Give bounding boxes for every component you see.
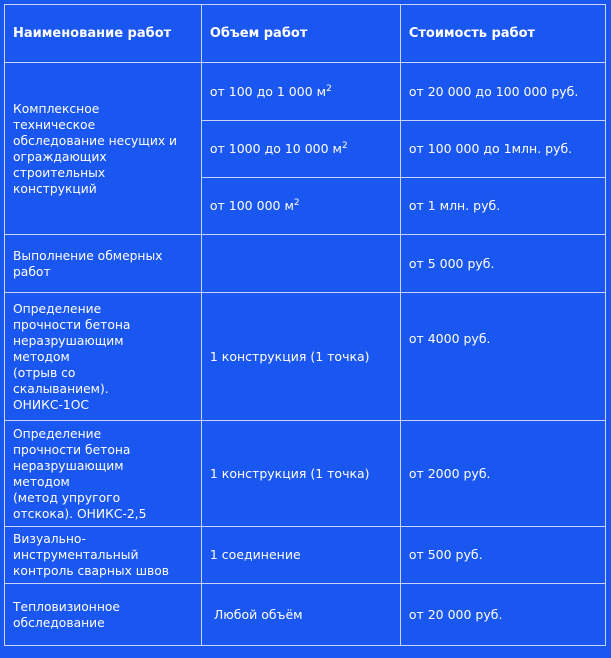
row-cost: от 20 000 руб. <box>400 584 605 646</box>
table-header-row <box>5 5 606 63</box>
table-row <box>5 527 606 584</box>
header-cost: Стоимость работ <box>400 5 605 63</box>
row-name: Выполнение обмерных работ <box>5 235 202 293</box>
table-row <box>5 63 606 121</box>
row-volume: от 100 000 $м^2$ <box>201 178 400 235</box>
row-name-text: Комплексное техническое обследование несущих и ограждающих строительных конструкций <box>13 101 178 196</box>
table-row <box>5 293 606 421</box>
price-table <box>4 4 606 646</box>
row-cost: от 4000 руб. <box>400 293 605 421</box>
row-cost: от 500 руб. <box>400 527 605 584</box>
header-volume: Объем работ <box>201 5 400 63</box>
row-cost: от 2000 руб. <box>400 421 605 527</box>
row-volume: 1 конструкция (1 точка) <box>201 293 400 421</box>
row-volume: от 100 до 1 000 $м^2$ <box>201 63 400 121</box>
row-volume <box>201 235 400 293</box>
header-name: Наименование работ <box>5 5 202 63</box>
row-name: Визуально-инструментальный контроль сварных швов <box>5 527 202 584</box>
row-cost: от 20 000 до 100 000 руб. <box>400 63 605 121</box>
row-cost: от 1 млн. руб. <box>400 178 605 235</box>
table-row <box>5 584 606 646</box>
row-volume: 1 конструкция (1 точка) <box>201 421 400 527</box>
table-row <box>5 235 606 293</box>
row-name: Определение прочности бетона неразрушающим методом (метод упругого отскока). ОНИКС-2,5 <box>5 421 202 527</box>
row-volume: 1 соединение <box>201 527 400 584</box>
row-cost: от 100 000 до 1млн. руб. <box>400 121 605 178</box>
row-name: Тепловизионное обследование <box>5 584 202 646</box>
row-cost: от 5 000 руб. <box>400 235 605 293</box>
row-name: Определение прочности бетона неразрушающим методом (отрыв со скалыванием). ОНИКС-1ОС <box>5 293 202 421</box>
row-name <box>5 63 202 235</box>
row-volume: от 1000 до 10 000 $м^2$ <box>201 121 400 178</box>
table-row <box>5 421 606 527</box>
row-volume: Любой объём <box>201 584 400 646</box>
